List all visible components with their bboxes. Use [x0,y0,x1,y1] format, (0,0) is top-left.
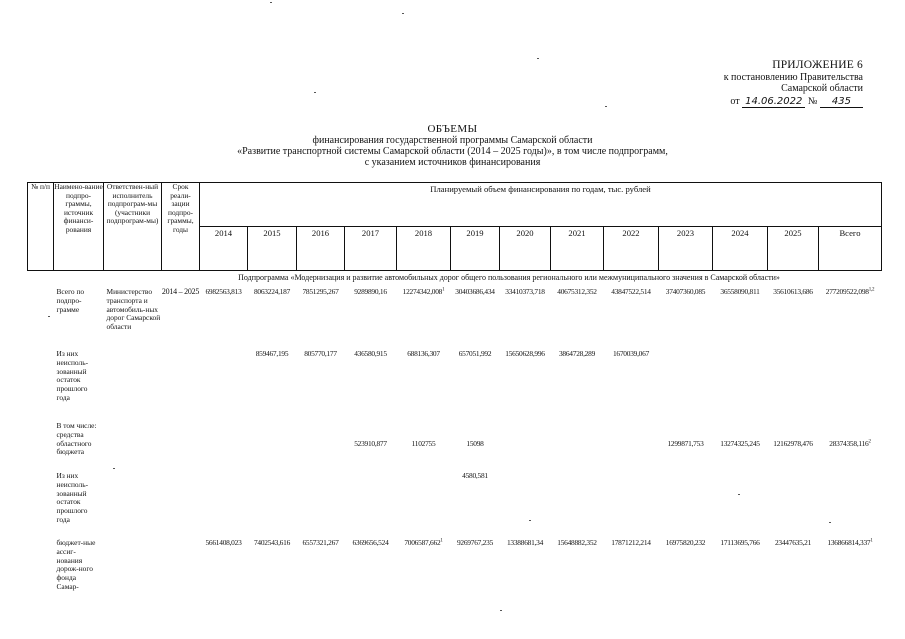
value-cell [604,420,659,470]
row-label: Из них неисполь-зованный остаток прошлого года [56,471,89,524]
value-cell [248,420,297,470]
value-cell [248,470,297,537]
header-year: 2018 [397,227,451,271]
scan-speck [113,468,115,469]
value-cell: 436580,915 [354,349,387,358]
header-num: № п/п [28,183,54,271]
value-cell: 16975820,232 [665,538,706,547]
header-name: Наимено-вание подпро-граммы, источник финанси-рования [54,183,104,271]
value-cell: 33410373,718 [505,287,545,296]
total-cell: 28374358,116$^2$ [829,439,871,448]
appendix-block [643,60,863,107]
header-year: 2015 [248,227,297,271]
value-cell: 15648882,352 [557,538,597,547]
value-cell: 13274325,245 [720,439,760,448]
row-label: Из них неисполь-зованный остаток прошлого года [56,349,89,402]
header-total: Всего [819,227,882,271]
value-cell: 40675312,352 [557,287,597,296]
header-year: 2024 [713,227,768,271]
value-cell [768,470,819,537]
value-cell [200,420,248,470]
scan-speck [605,106,607,107]
header-executor: Ответствен-ный исполнитель подпрограм-мы (участники подпрограм-мы) [104,183,162,271]
value-cell: 37407360,085 [665,287,706,296]
value-cell [551,420,604,470]
value-cell: 36558090,811 [720,287,760,296]
value-cell: 1102755 [411,439,436,448]
value-cell: 6557321,267 [302,538,339,547]
scan-speck [537,58,539,59]
table-row [28,420,882,470]
value-cell: 43847522,514 [611,287,651,296]
header-year: 2019 [451,227,500,271]
heading-line1: финансирования государственной программы Самарской области [312,135,593,146]
header-year: 2021 [551,227,604,271]
value-cell: 15650628,996 [505,349,545,358]
decree-signature-line [643,96,863,107]
header-year: 2017 [345,227,397,271]
value-cell: 6369656,524 [352,538,389,547]
value-cell [397,470,451,537]
footnote-mark: 1 [870,538,873,544]
value-cell: 7851295,267 [302,287,339,296]
value-cell: 688136,307 [407,349,440,358]
value-cell: 657051,992 [458,349,492,358]
decree-number: 435 [820,96,863,108]
value-cell: 13388681,34 [506,538,544,547]
financing-table [27,182,882,613]
value-cell: 1670039,067 [612,349,650,358]
appendix-title: ПРИЛОЖЕНИЕ 6 [772,59,863,71]
scan-speck [314,92,316,93]
value-cell [200,470,248,537]
value-cell: 5661408,023 [205,538,242,547]
value-cell [659,348,713,420]
header-year: 2023 [659,227,713,271]
scan-speck [500,610,502,611]
value-cell: 7402543,616 [253,538,291,547]
footnote-mark: 1 [442,287,445,293]
value-cell: 6982563,813 [205,287,242,296]
row-term: 2014 – 2025 [161,287,200,296]
subprogram-title: Подпрограмма «Модернизация и развитие автомобильных дорог общего пользования регионального или межмуниципального значения в Самарской области» [238,273,780,282]
value-cell [500,420,551,470]
value-cell [500,470,551,537]
value-cell: 4580,581 [462,471,488,480]
value-cell [604,470,659,537]
row-label: бюджет-ные ассиг-нования дорож-ного фонда Самар- [56,538,96,591]
value-cell: 859467,195 [255,349,289,358]
total-cell [819,470,882,537]
value-cell [551,470,604,537]
number-label: № [807,96,818,107]
scan-speck [738,494,740,495]
value-cell: 3864728,289 [558,349,596,358]
value-cell: 523910,877 [354,439,387,448]
value-cell: 1299871,753 [667,439,704,448]
decree-date: 14.06.2022 [742,96,805,108]
row-executor: Министерство транспорта и автомобиль-ных дорог Самарской области [106,287,161,332]
value-cell: 30403686,434 [455,287,495,296]
total-cell [819,348,882,420]
value-cell: 17871212,214 [611,538,651,547]
document-title: ОБЪЕМЫ [427,123,478,135]
header-term: Срок реали-зации подпро-граммы, годы [162,183,200,271]
row-label: Всего по подпро-грамме [56,287,85,314]
value-cell: 23447635,21 [774,538,812,547]
heading-line3: с указанием источников финансирования [364,157,541,168]
value-cell: 805770,177 [304,349,337,358]
value-cell [200,348,248,420]
scan-speck [829,522,831,523]
value-cell [713,348,768,420]
row-label: В том числе: средства областного бюджета [56,421,97,457]
value-cell [768,348,819,420]
table-row [28,537,882,613]
table-row [28,470,882,537]
header-planned: Планируемый объем финансирования по годам, тыс. рублей [200,183,882,227]
header-year: 2022 [604,227,659,271]
scan-speck [270,2,272,3]
value-cell: 12162978,476 [773,439,813,448]
value-cell: 17113695,766 [720,538,760,547]
header-year: 2014 [200,227,248,271]
total-cell: 136866814,337$^1$ [827,538,873,547]
heading-line2: «Развитие транспортной системы Самарской области (2014 – 2025 годы)», в том числе подпрограмм, [237,146,668,157]
value-cell [713,470,768,537]
header-year: 2016 [297,227,345,271]
value-cell: 12274342,008$^1$ [402,287,445,296]
appendix-line2: Самарской области [781,83,863,94]
appendix-line1: к постановлению Правительства [723,72,863,83]
scan-speck [529,520,531,521]
footnote-mark: 1 [440,538,443,544]
value-cell [297,420,345,470]
value-cell [659,470,713,537]
value-cell [297,470,345,537]
table-row [28,348,882,420]
value-cell: 15098 [466,439,484,448]
header-year: 2020 [500,227,551,271]
scan-speck [48,316,50,317]
value-cell [345,470,397,537]
value-cell: 9269767,235 [456,538,494,547]
from-label: от [730,96,740,107]
scan-speck [402,13,404,14]
footnote-mark: 2 [868,439,871,445]
value-cell: 35610613,686 [773,287,813,296]
header-year: 2025 [768,227,819,271]
total-cell: 277209522,098$^{1,2}$ [825,287,875,296]
value-cell: 9289890,16 [354,287,387,296]
footnote-mark: 1,2 [868,287,875,293]
table-row [28,286,882,348]
document-heading [0,124,905,168]
value-cell: 7006587,662$^1$ [404,538,443,547]
value-cell: 8063224,187 [253,287,291,296]
